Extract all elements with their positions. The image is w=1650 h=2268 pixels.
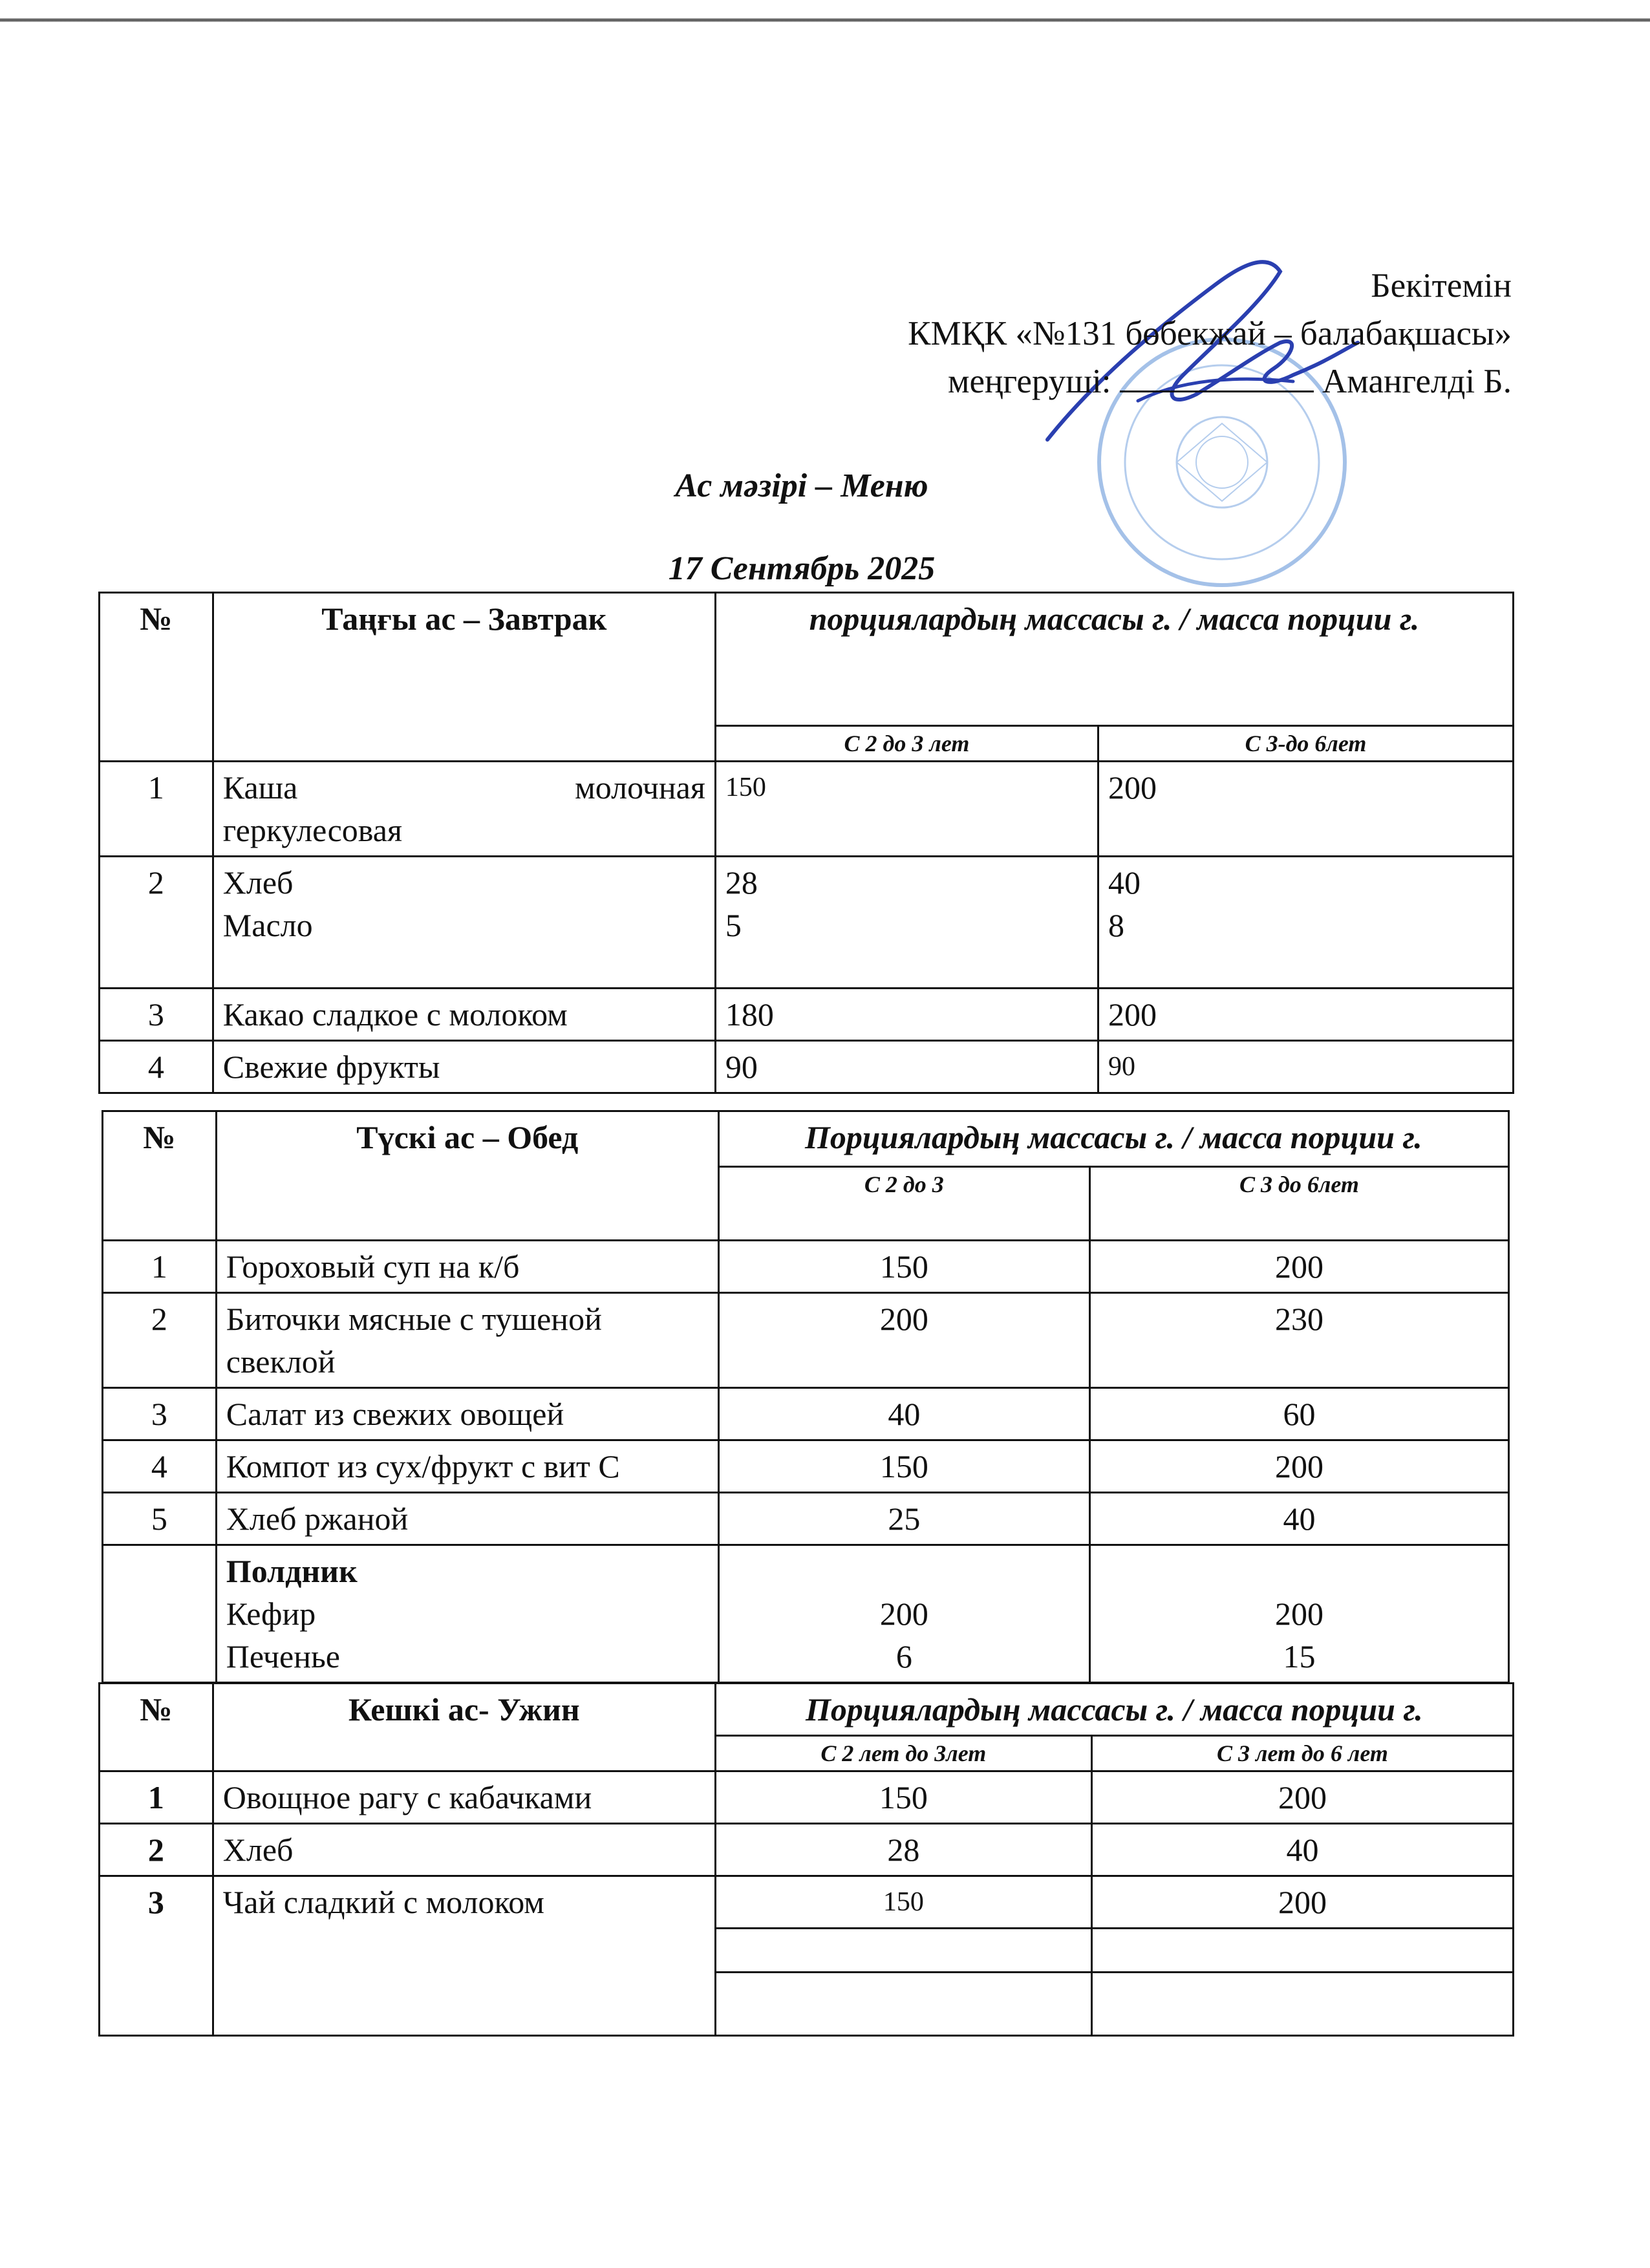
empty-cell: [1091, 1929, 1513, 1973]
age-group-2: С 3 лет до 6 лет: [1091, 1736, 1513, 1771]
portion-value: 200: [879, 1596, 928, 1632]
col-number-header: №: [100, 1684, 213, 1771]
dish-name-part: Каша: [222, 769, 298, 806]
dish-name: Овощное рагу с кабачками: [213, 1771, 715, 1824]
scan-edge-line: [0, 18, 1650, 22]
row-number: 4: [103, 1440, 217, 1493]
row-number: 3: [100, 989, 213, 1041]
dish-name: Хлеб: [213, 1824, 715, 1876]
portion-value: 6: [895, 1638, 912, 1674]
portion-age1: 90: [715, 1041, 1098, 1093]
snack-item: Кефир: [226, 1596, 316, 1632]
row-number: 1: [103, 1241, 217, 1293]
row-number: 1: [100, 1771, 213, 1824]
dinner-table: [98, 1682, 1514, 2037]
portion-age1: 150: [715, 1771, 1091, 1824]
age-group-2: С 3 до 6лет: [1089, 1167, 1508, 1241]
row-number: 5: [103, 1493, 217, 1545]
portion-age2: 200: [1098, 762, 1513, 857]
dish-name: Чай сладкий с молоком: [213, 1876, 715, 2036]
dish-name: Салат из свежих овощей: [216, 1388, 718, 1440]
portion-age2: [1089, 1545, 1508, 1683]
row-number: 4: [100, 1041, 213, 1093]
row-number: 3: [100, 1876, 213, 2036]
portion-age1: 150: [718, 1241, 1089, 1293]
empty-cell: [715, 1929, 1091, 1973]
dish-name: Биточки мясные с тушеной свеклой: [216, 1293, 718, 1388]
approval-block: [908, 262, 1512, 405]
dish-name-part: Хлеб: [222, 864, 294, 901]
portion-age1: 150: [715, 1876, 1091, 1929]
portion-age2: 230: [1089, 1293, 1508, 1388]
portion-age2: 40: [1091, 1824, 1513, 1876]
table-row: [100, 989, 1514, 1041]
snack-item: Печенье: [226, 1638, 340, 1674]
empty-cell: [1091, 1973, 1513, 2036]
portion-age2: 90: [1098, 1041, 1513, 1093]
dish-name: Свежие фрукты: [213, 1041, 715, 1093]
table-row: [103, 1493, 1509, 1545]
dish-name: Компот из сух/фрукт с вит С: [216, 1440, 718, 1493]
age-group-1: С 2 до 3: [718, 1167, 1089, 1241]
head-name: Амангелді Б.: [1322, 363, 1512, 400]
lunch-table: [102, 1110, 1510, 1684]
row-number: 1: [100, 762, 213, 857]
age-group-1: С 2 до 3 лет: [715, 726, 1098, 762]
portion-age1: 200: [718, 1293, 1089, 1388]
portion-age1: 25: [718, 1493, 1089, 1545]
col-number-header: №: [100, 593, 213, 762]
portion-value: 40: [1108, 864, 1141, 901]
dish-name-part: молочная: [575, 769, 705, 806]
portion-age2: 200: [1098, 989, 1513, 1041]
meal-header: Кешкі ас- Ужин: [213, 1684, 715, 1771]
table-header-row: [100, 1684, 1514, 1736]
meal-header: Түскі ас – Обед: [216, 1111, 718, 1241]
mass-header: Порциялардың массасы г. / масса порции г.: [718, 1111, 1508, 1167]
head-label: меңгеруші:: [947, 363, 1111, 400]
table-row: [100, 1041, 1514, 1093]
portion-age1: 180: [715, 989, 1098, 1041]
dish-name: Гороховый суп на к/б: [216, 1241, 718, 1293]
dish-name: [213, 762, 715, 857]
portion-age2: 60: [1089, 1388, 1508, 1440]
col-number-header: №: [103, 1111, 217, 1241]
signature-line: [1120, 365, 1314, 392]
portion-age2: 200: [1089, 1440, 1508, 1493]
table-row: [100, 1824, 1514, 1876]
snack-row: [103, 1545, 1509, 1683]
portion-value: 200: [1274, 1596, 1323, 1632]
breakfast-table: [98, 592, 1514, 1094]
row-number: 2: [103, 1293, 217, 1388]
portion-age1: 28: [715, 1824, 1091, 1876]
portion-age1: [715, 857, 1098, 989]
age-group-1: С 2 лет до 3лет: [715, 1736, 1091, 1771]
portion-age2: 200: [1091, 1771, 1513, 1824]
approval-title: Бекітемін: [1371, 267, 1512, 305]
row-number: 2: [100, 857, 213, 989]
table-header-row: [103, 1111, 1509, 1167]
portion-value: 8: [1108, 907, 1124, 943]
age-group-2: С 3-до 6лет: [1098, 726, 1513, 762]
portion-value: 28: [725, 864, 758, 901]
row-number-empty: [103, 1545, 217, 1683]
portion-age1: 150: [715, 762, 1098, 857]
dish-name: [216, 1545, 718, 1683]
table-row: [100, 857, 1514, 989]
meal-header: Таңғы ас – Завтрак: [213, 593, 715, 762]
row-number: 3: [103, 1388, 217, 1440]
portion-age2: [1098, 857, 1513, 989]
empty-cell: [715, 1973, 1091, 2036]
table-row: [100, 762, 1514, 857]
table-header-row: [100, 593, 1514, 726]
table-row: [100, 1771, 1514, 1824]
head-line: [908, 358, 1512, 405]
mass-header: порциялардың массасы г. / масса порции г.: [715, 593, 1513, 726]
portion-age2: 40: [1089, 1493, 1508, 1545]
dish-name-part: Масло: [222, 907, 313, 943]
table-row: [103, 1388, 1509, 1440]
dish-name-part: геркулесовая: [222, 812, 402, 848]
dish-name: Хлеб ржаной: [216, 1493, 718, 1545]
page-title: Ас мәзірі – Меню: [675, 467, 928, 504]
portion-age1: 150: [718, 1440, 1089, 1493]
portion-value: 15: [1283, 1638, 1316, 1674]
table-row: [103, 1440, 1509, 1493]
row-number: 2: [100, 1824, 213, 1876]
dish-name: [213, 857, 715, 989]
portion-age1: [718, 1545, 1089, 1683]
table-row: [100, 1876, 1514, 1929]
institution-name: КМҚК «№131 бөбекжай – балабақшасы»: [908, 315, 1512, 352]
table-row: [103, 1241, 1509, 1293]
portion-value: 5: [725, 907, 742, 943]
menu-date: 17 Сентябрь 2025: [668, 550, 936, 587]
mass-header: Порциялардың массасы г. / масса порции г.: [715, 1684, 1513, 1736]
snack-title: Полдник: [226, 1553, 358, 1589]
portion-age2: 200: [1089, 1241, 1508, 1293]
portion-age2: 200: [1091, 1876, 1513, 1929]
table-row: [103, 1293, 1509, 1388]
portion-age1: 40: [718, 1388, 1089, 1440]
dish-name: Какао сладкое с молоком: [213, 989, 715, 1041]
